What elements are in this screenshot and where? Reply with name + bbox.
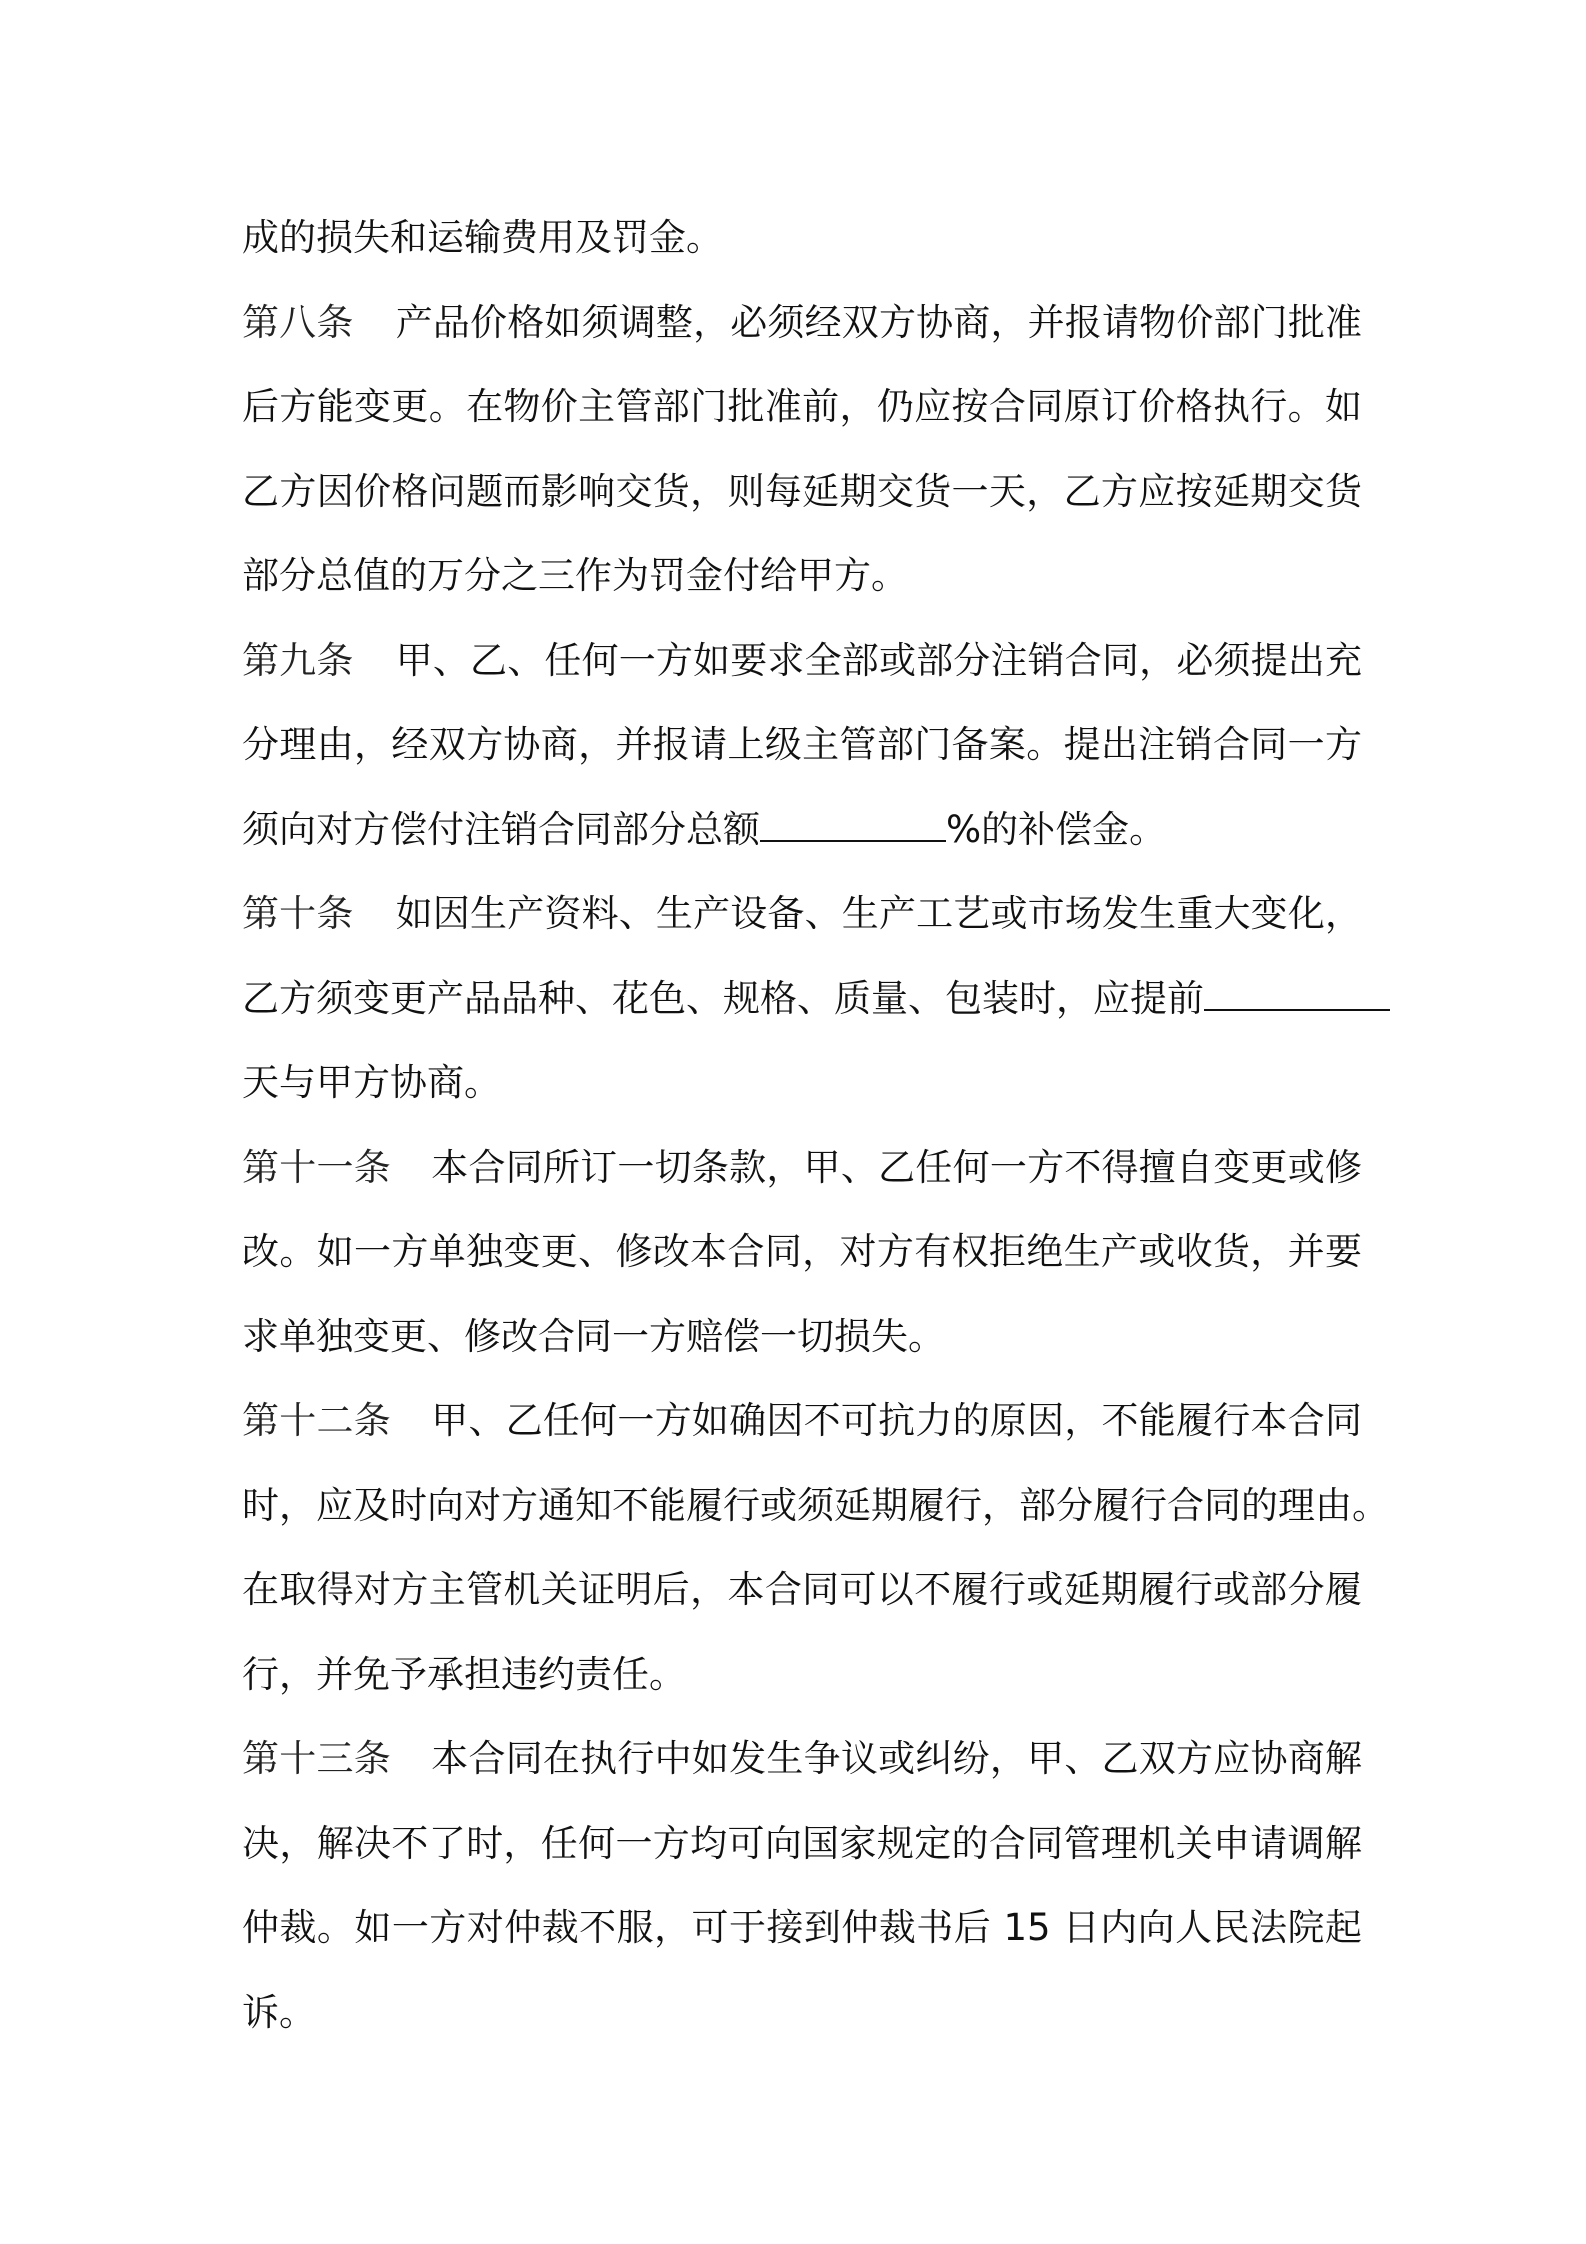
text-line: 后方能变更。在物价主管部门批准前，仍应按合同原订价格执行。如 bbox=[242, 385, 1362, 428]
article-11-text: 本合同所订一切条款，甲、乙任何一方不得擅自变更或修 bbox=[430, 1145, 1363, 1189]
article-12-line bbox=[242, 1379, 1362, 1464]
blank-suffix-text: %的补偿金。 bbox=[946, 807, 1167, 851]
text-line: 决，解决不了时，任何一方均可向国家规定的合同管理机关申请调解 bbox=[242, 1821, 1362, 1865]
text-line-with-blank bbox=[242, 788, 1362, 873]
text-line: 部分总值的万分之三作为罚金付给甲方。 bbox=[242, 554, 908, 597]
contract-text-body bbox=[242, 196, 1389, 2055]
article-10-label: 第十条 bbox=[242, 892, 354, 935]
article-9-line bbox=[242, 619, 1362, 704]
article-8-label: 第八条 bbox=[242, 300, 354, 344]
article-9-text: 甲、乙、任何一方如要求全部或部分注销合同，必须提出充 bbox=[395, 638, 1363, 682]
article-12-label: 第十二条 bbox=[242, 1399, 391, 1442]
article-9-label: 第九条 bbox=[242, 638, 354, 682]
article-11-label: 第十一条 bbox=[242, 1145, 391, 1189]
article-10-line bbox=[242, 872, 1362, 957]
text-line: 时，应及时向对方通知不能履行或须延期履行，部分履行合同的理由。 bbox=[242, 1483, 1389, 1527]
text-line: 求单独变更、修改合同一方赔偿一切损失。 bbox=[242, 1314, 945, 1358]
text-line: 在取得对方主管机关证明后，本合同可以不履行或延期履行或部分履 bbox=[242, 1568, 1362, 1611]
text-line-with-blank bbox=[242, 957, 1362, 1042]
text-line: 行，并免予承担违约责任。 bbox=[242, 1652, 686, 1696]
article-13-text: 本合同在执行中如发生争议或纠纷，甲、乙双方应协商解 bbox=[430, 1737, 1363, 1780]
text-line: 天与甲方协商。 bbox=[242, 1061, 501, 1104]
text-line: 改。如一方单独变更、修改本合同，对方有权拒绝生产或收货，并要 bbox=[242, 1230, 1362, 1273]
article-13-label: 第十三条 bbox=[242, 1737, 391, 1780]
text-line: 仲裁。如一方对仲裁不服，可于接到仲裁书后 15 日内向人民法院起 bbox=[242, 1906, 1362, 1949]
text-line: 乙方因价格问题而影响交货，则每延期交货一天，乙方应按延期交货 bbox=[242, 469, 1362, 513]
text-line: 成的损失和运输费用及罚金。 bbox=[242, 216, 723, 259]
percentage-blank-field bbox=[760, 812, 946, 842]
blank-prefix-text: 乙方须变更产品品种、花色、规格、质量、包装时，应提前 bbox=[242, 976, 1204, 1020]
text-line: 分理由，经双方协商，并报请上级主管部门备案。提出注销合同一方 bbox=[242, 723, 1362, 766]
article-10-text: 如因生产资料、生产设备、生产工艺或市场发生重大变化， bbox=[395, 892, 1363, 935]
article-12-text: 甲、乙任何一方如确因不可抗力的原因，不能履行本合同 bbox=[430, 1399, 1363, 1442]
days-blank-field bbox=[1204, 981, 1390, 1011]
article-11-line bbox=[242, 1126, 1362, 1211]
article-8-text: 产品价格如须调整，必须经双方协商，并报请物价部门批准 bbox=[395, 300, 1363, 344]
article-13-line bbox=[242, 1717, 1362, 1802]
article-8-line bbox=[242, 281, 1362, 366]
text-line: 诉。 bbox=[242, 1990, 316, 2034]
blank-prefix-text: 须向对方偿付注销合同部分总额 bbox=[242, 807, 760, 851]
